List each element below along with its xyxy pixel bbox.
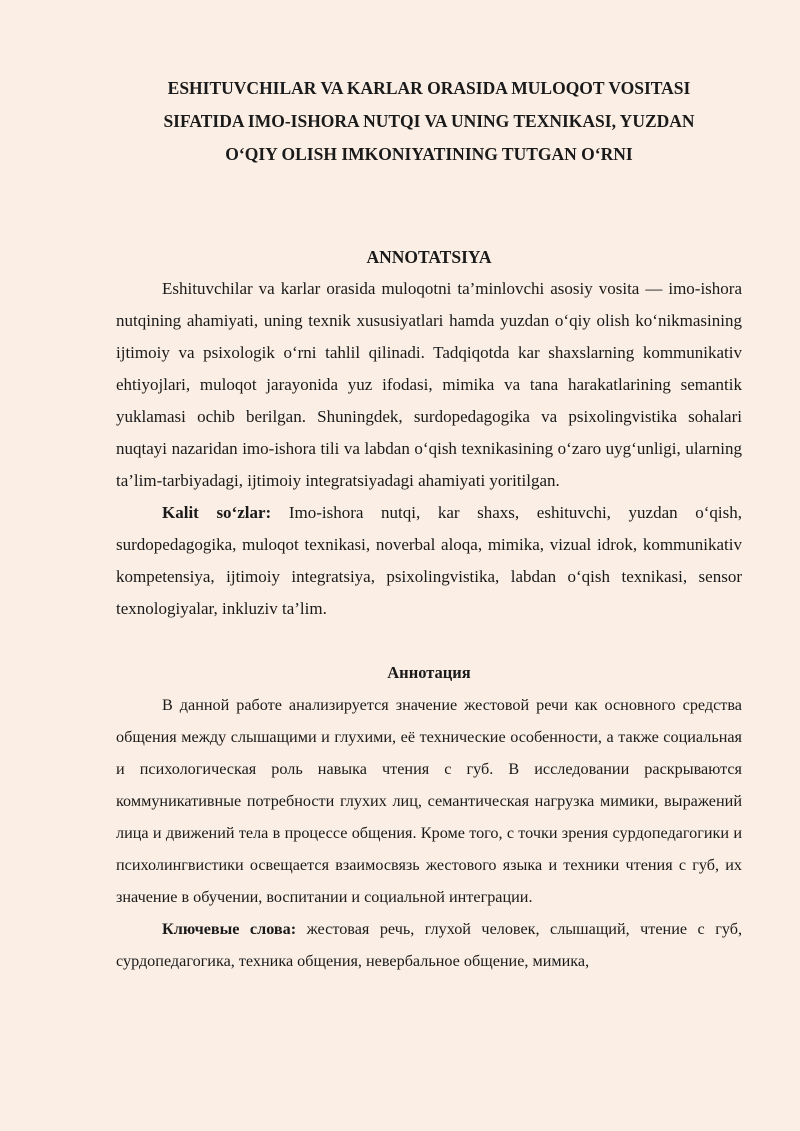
ru-keywords-label: Ключевые слова: [162,920,297,938]
ru-keywords [116,913,742,977]
uz-abstract-heading: ANNOTATSIYA [366,247,492,267]
uz-keywords-label: Kalit so‘zlar: [162,503,272,522]
uz-keywords [116,497,742,625]
title-line-3: O‘QIY OLISH IMKONIYATINING TUTGAN O‘RNI [225,144,633,164]
paper-title [116,72,742,171]
ru-keywords-list: жестовая речь, глухой человек, слышащий, чтение с губ, сурдопедагогика, техника общения, невербальное общение, мимика, [116,920,742,970]
ru-abstract-text: В данной работе анализируется значение жестовой речи как основного средства общения между слышащими и глухими, её технические особенности, а также социальная и психологическая роль навыка чтения с губ. В исследовании раскрываются коммуникативные потребности глухих лиц, семантическая нагрузка мимики, выражений лица и движений тела в процессе общения. Кроме того, с точки зрения сурдопедагогики и психолингвистики освещается взаимосвязь жестового языка и техники чтения с губ, их значение в обучении, воспитании и социальной интеграции. [116,696,742,906]
title-line-1: ESHITUVCHILAR VA KARLAR ORASIDA MULOQOT VOSITASI [167,78,691,98]
title-line-2: SIFATIDA IMO-ISHORA NUTQI VA UNING TEXNIKASI, YUZDAN [163,111,695,131]
uz-abstract-text: Eshituvchilar va karlar orasida muloqotni ta’minlovchi asosiy vosita — imo-ishora nutqining ahamiyati, uning texnik xususiyatlari hamda yuzdan o‘qiy olish ko‘nikmasining ijtimoiy va psixologik o‘rni tahlil qilinadi. Tadqiqotda kar shaxslarning kommunikativ ehtiyojlari, muloqot jarayonida yuz ifodasi, mimika va tana harakatlarining semantik yuklamasi ochib berilgan. Shuningdek, surdopedagogika va psixolingvistika sohalari nuqtayi nazaridan imo-ishora tili va labdan o‘qish texnikasining o‘zaro uyg‘unligi, ularning ta’lim-tarbiyadagi, ijtimoiy integratsiyadagi ahamiyati yoritilgan. [116,279,742,490]
uz-keywords-list: Imo-ishora nutqi, kar shaxs, eshituvchi, yuzdan o‘qish, surdopedagogika, muloqot texnikasi, noverbal aloqa, mimika, vizual idrok, kommunikativ kompetensiya, ijtimoiy integratsiya, psixolingvistika, labdan o‘qish texnikasi, sensor texnologiyalar, inkluziv ta’lim. [116,503,742,618]
ru-abstract-heading: Аннотация [387,663,471,682]
